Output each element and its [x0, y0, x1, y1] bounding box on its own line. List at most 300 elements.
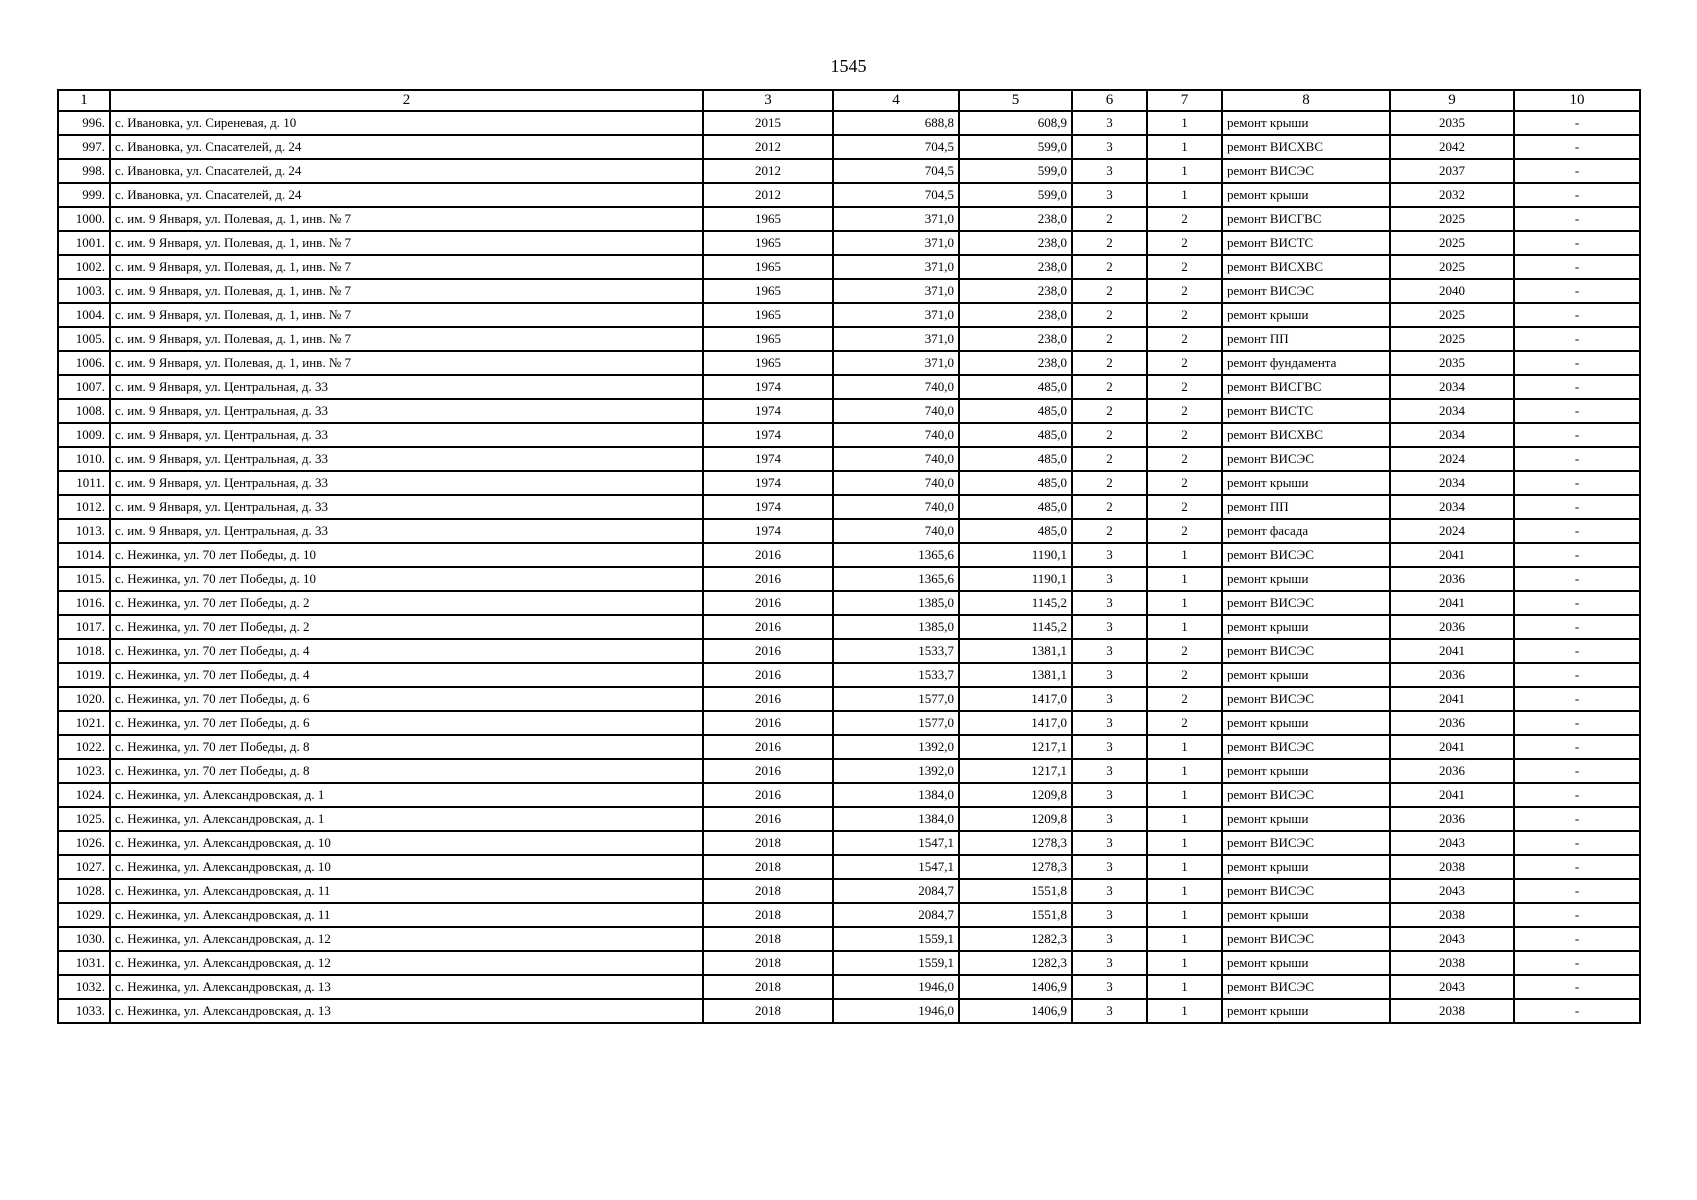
floors-cell: 3 [1072, 759, 1147, 783]
floors-cell: 2 [1072, 519, 1147, 543]
year-cell: 2016 [703, 615, 833, 639]
work-type-cell: ремонт крыши [1222, 663, 1390, 687]
row-number-cell: 1001. [58, 231, 110, 255]
row-number-cell: 1022. [58, 735, 110, 759]
address-cell: с. им. 9 Января, ул. Полевая, д. 1, инв. № 7 [110, 231, 703, 255]
table-row [58, 687, 1640, 711]
area-living-cell: 238,0 [959, 207, 1072, 231]
work-type-cell: ремонт крыши [1222, 807, 1390, 831]
note-cell: - [1514, 735, 1640, 759]
planned-year-cell: 2042 [1390, 135, 1514, 159]
work-type-cell: ремонт крыши [1222, 951, 1390, 975]
floors-cell: 3 [1072, 567, 1147, 591]
floors-cell: 3 [1072, 831, 1147, 855]
year-cell: 2018 [703, 831, 833, 855]
year-cell: 1965 [703, 327, 833, 351]
planned-year-cell: 2041 [1390, 639, 1514, 663]
year-cell: 2016 [703, 687, 833, 711]
planned-year-cell: 2025 [1390, 231, 1514, 255]
year-cell: 2016 [703, 807, 833, 831]
work-type-cell: ремонт ПП [1222, 327, 1390, 351]
table-row [58, 831, 1640, 855]
work-type-cell: ремонт крыши [1222, 111, 1390, 135]
year-cell: 2018 [703, 951, 833, 975]
table-row [58, 951, 1640, 975]
planned-year-cell: 2036 [1390, 663, 1514, 687]
floors-cell: 2 [1072, 255, 1147, 279]
address-cell: с. Нежинка, ул. Александровская, д. 13 [110, 975, 703, 999]
table-row [58, 423, 1640, 447]
planned-year-cell: 2034 [1390, 495, 1514, 519]
work-type-cell: ремонт ПП [1222, 495, 1390, 519]
entrances-cell: 2 [1147, 375, 1222, 399]
year-cell: 1974 [703, 495, 833, 519]
area-living-cell: 599,0 [959, 135, 1072, 159]
year-cell: 1974 [703, 399, 833, 423]
row-number-cell: 1017. [58, 615, 110, 639]
address-cell: с. Нежинка, ул. Александровская, д. 13 [110, 999, 703, 1023]
year-cell: 1974 [703, 423, 833, 447]
address-cell: с. им. 9 Января, ул. Центральная, д. 33 [110, 495, 703, 519]
note-cell: - [1514, 951, 1640, 975]
planned-year-cell: 2043 [1390, 879, 1514, 903]
year-cell: 2016 [703, 783, 833, 807]
floors-cell: 3 [1072, 903, 1147, 927]
floors-cell: 3 [1072, 879, 1147, 903]
year-cell: 2012 [703, 135, 833, 159]
row-number-cell: 1024. [58, 783, 110, 807]
row-number-cell: 1031. [58, 951, 110, 975]
area-living-cell: 485,0 [959, 447, 1072, 471]
row-number-cell: 1013. [58, 519, 110, 543]
header-cell: 10 [1514, 90, 1640, 111]
floors-cell: 3 [1072, 855, 1147, 879]
entrances-cell: 1 [1147, 759, 1222, 783]
entrances-cell: 2 [1147, 327, 1222, 351]
work-type-cell: ремонт ВИСЭС [1222, 591, 1390, 615]
planned-year-cell: 2038 [1390, 855, 1514, 879]
work-type-cell: ремонт крыши [1222, 759, 1390, 783]
planned-year-cell: 2040 [1390, 279, 1514, 303]
area-total-cell: 371,0 [833, 303, 959, 327]
work-type-cell: ремонт ВИСГВС [1222, 375, 1390, 399]
row-number-cell: 1030. [58, 927, 110, 951]
note-cell: - [1514, 279, 1640, 303]
header-row [58, 90, 1640, 111]
work-type-cell: ремонт ВИСЭС [1222, 975, 1390, 999]
planned-year-cell: 2041 [1390, 735, 1514, 759]
header-cell: 8 [1222, 90, 1390, 111]
header-cell: 2 [110, 90, 703, 111]
year-cell: 2016 [703, 759, 833, 783]
note-cell: - [1514, 999, 1640, 1023]
work-type-cell: ремонт крыши [1222, 855, 1390, 879]
row-number-cell: 1021. [58, 711, 110, 735]
row-number-cell: 997. [58, 135, 110, 159]
note-cell: - [1514, 447, 1640, 471]
table-row [58, 807, 1640, 831]
table-row [58, 519, 1640, 543]
address-cell: с. Нежинка, ул. Александровская, д. 12 [110, 927, 703, 951]
entrances-cell: 2 [1147, 519, 1222, 543]
area-living-cell: 238,0 [959, 231, 1072, 255]
area-living-cell: 1417,0 [959, 711, 1072, 735]
row-number-cell: 1010. [58, 447, 110, 471]
note-cell: - [1514, 543, 1640, 567]
planned-year-cell: 2038 [1390, 951, 1514, 975]
table-row [58, 735, 1640, 759]
area-total-cell: 1547,1 [833, 855, 959, 879]
row-number-cell: 1008. [58, 399, 110, 423]
address-cell: с. Нежинка, ул. 70 лет Победы, д. 8 [110, 735, 703, 759]
address-cell: с. Нежинка, ул. Александровская, д. 1 [110, 807, 703, 831]
area-total-cell: 1392,0 [833, 735, 959, 759]
planned-year-cell: 2038 [1390, 903, 1514, 927]
floors-cell: 3 [1072, 975, 1147, 999]
header-cell: 3 [703, 90, 833, 111]
entrances-cell: 2 [1147, 423, 1222, 447]
area-total-cell: 371,0 [833, 327, 959, 351]
address-cell: с. Нежинка, ул. Александровская, д. 12 [110, 951, 703, 975]
entrances-cell: 2 [1147, 255, 1222, 279]
table-row [58, 399, 1640, 423]
planned-year-cell: 2024 [1390, 447, 1514, 471]
entrances-cell: 1 [1147, 543, 1222, 567]
area-total-cell: 1533,7 [833, 639, 959, 663]
area-living-cell: 1551,8 [959, 879, 1072, 903]
area-living-cell: 238,0 [959, 303, 1072, 327]
note-cell: - [1514, 255, 1640, 279]
floors-cell: 3 [1072, 735, 1147, 759]
floors-cell: 2 [1072, 399, 1147, 423]
table-row [58, 711, 1640, 735]
row-number-cell: 1019. [58, 663, 110, 687]
address-cell: с. им. 9 Января, ул. Полевая, д. 1, инв. № 7 [110, 255, 703, 279]
table-row [58, 135, 1640, 159]
work-type-cell: ремонт ВИСТС [1222, 231, 1390, 255]
address-cell: с. им. 9 Января, ул. Полевая, д. 1, инв. № 7 [110, 207, 703, 231]
work-type-cell: ремонт крыши [1222, 303, 1390, 327]
row-number-cell: 1000. [58, 207, 110, 231]
note-cell: - [1514, 423, 1640, 447]
note-cell: - [1514, 759, 1640, 783]
floors-cell: 2 [1072, 495, 1147, 519]
work-type-cell: ремонт ВИСЭС [1222, 279, 1390, 303]
area-living-cell: 238,0 [959, 255, 1072, 279]
note-cell: - [1514, 639, 1640, 663]
entrances-cell: 2 [1147, 471, 1222, 495]
address-cell: с. Ивановка, ул. Спасателей, д. 24 [110, 135, 703, 159]
row-number-cell: 1016. [58, 591, 110, 615]
floors-cell: 2 [1072, 423, 1147, 447]
area-total-cell: 740,0 [833, 447, 959, 471]
floors-cell: 3 [1072, 951, 1147, 975]
planned-year-cell: 2034 [1390, 375, 1514, 399]
area-living-cell: 238,0 [959, 351, 1072, 375]
address-cell: с. Нежинка, ул. Александровская, д. 1 [110, 783, 703, 807]
address-cell: с. Нежинка, ул. 70 лет Победы, д. 6 [110, 687, 703, 711]
note-cell: - [1514, 183, 1640, 207]
table-row [58, 759, 1640, 783]
floors-cell: 2 [1072, 351, 1147, 375]
area-living-cell: 1190,1 [959, 567, 1072, 591]
area-living-cell: 238,0 [959, 279, 1072, 303]
entrances-cell: 1 [1147, 903, 1222, 927]
area-living-cell: 1282,3 [959, 927, 1072, 951]
floors-cell: 3 [1072, 663, 1147, 687]
floors-cell: 3 [1072, 591, 1147, 615]
table-row [58, 639, 1640, 663]
note-cell: - [1514, 783, 1640, 807]
area-total-cell: 1365,6 [833, 543, 959, 567]
note-cell: - [1514, 471, 1640, 495]
floors-cell: 2 [1072, 375, 1147, 399]
note-cell: - [1514, 687, 1640, 711]
area-total-cell: 371,0 [833, 231, 959, 255]
year-cell: 2018 [703, 999, 833, 1023]
area-living-cell: 1145,2 [959, 615, 1072, 639]
row-number-cell: 1028. [58, 879, 110, 903]
note-cell: - [1514, 831, 1640, 855]
entrances-cell: 2 [1147, 399, 1222, 423]
area-total-cell: 371,0 [833, 351, 959, 375]
note-cell: - [1514, 927, 1640, 951]
area-total-cell: 1385,0 [833, 591, 959, 615]
note-cell: - [1514, 111, 1640, 135]
address-cell: с. им. 9 Января, ул. Центральная, д. 33 [110, 471, 703, 495]
row-number-cell: 998. [58, 159, 110, 183]
area-living-cell: 1282,3 [959, 951, 1072, 975]
address-cell: с. Нежинка, ул. 70 лет Победы, д. 2 [110, 591, 703, 615]
work-type-cell: ремонт ВИСГВС [1222, 207, 1390, 231]
year-cell: 2016 [703, 639, 833, 663]
table-header [58, 90, 1640, 111]
table-row [58, 111, 1640, 135]
area-living-cell: 1406,9 [959, 975, 1072, 999]
entrances-cell: 2 [1147, 279, 1222, 303]
note-cell: - [1514, 495, 1640, 519]
entrances-cell: 2 [1147, 231, 1222, 255]
table-row [58, 591, 1640, 615]
note-cell: - [1514, 615, 1640, 639]
area-total-cell: 2084,7 [833, 879, 959, 903]
floors-cell: 2 [1072, 303, 1147, 327]
entrances-cell: 1 [1147, 135, 1222, 159]
floors-cell: 3 [1072, 615, 1147, 639]
planned-year-cell: 2025 [1390, 207, 1514, 231]
work-type-cell: ремонт фундамента [1222, 351, 1390, 375]
floors-cell: 2 [1072, 231, 1147, 255]
area-total-cell: 1365,6 [833, 567, 959, 591]
area-total-cell: 740,0 [833, 471, 959, 495]
year-cell: 2016 [703, 567, 833, 591]
planned-year-cell: 2041 [1390, 783, 1514, 807]
planned-year-cell: 2036 [1390, 711, 1514, 735]
entrances-cell: 2 [1147, 687, 1222, 711]
work-type-cell: ремонт крыши [1222, 903, 1390, 927]
work-type-cell: ремонт ВИСЭС [1222, 735, 1390, 759]
table-row [58, 327, 1640, 351]
address-cell: с. Нежинка, ул. Александровская, д. 10 [110, 855, 703, 879]
area-total-cell: 1533,7 [833, 663, 959, 687]
area-total-cell: 371,0 [833, 255, 959, 279]
planned-year-cell: 2037 [1390, 159, 1514, 183]
year-cell: 2016 [703, 543, 833, 567]
table-row [58, 471, 1640, 495]
table-row [58, 783, 1640, 807]
planned-year-cell: 2036 [1390, 615, 1514, 639]
note-cell: - [1514, 711, 1640, 735]
note-cell: - [1514, 375, 1640, 399]
address-cell: с. Нежинка, ул. 70 лет Победы, д. 6 [110, 711, 703, 735]
address-cell: с. им. 9 Января, ул. Полевая, д. 1, инв. № 7 [110, 327, 703, 351]
address-cell: с. им. 9 Января, ул. Полевая, д. 1, инв. № 7 [110, 303, 703, 327]
work-type-cell: ремонт ВИСЭС [1222, 783, 1390, 807]
entrances-cell: 1 [1147, 927, 1222, 951]
area-total-cell: 1946,0 [833, 999, 959, 1023]
area-living-cell: 485,0 [959, 423, 1072, 447]
table-row [58, 447, 1640, 471]
address-cell: с. Ивановка, ул. Спасателей, д. 24 [110, 183, 703, 207]
address-cell: с. им. 9 Января, ул. Центральная, д. 33 [110, 375, 703, 399]
year-cell: 2016 [703, 735, 833, 759]
floors-cell: 3 [1072, 927, 1147, 951]
planned-year-cell: 2041 [1390, 591, 1514, 615]
address-cell: с. Нежинка, ул. 70 лет Победы, д. 2 [110, 615, 703, 639]
entrances-cell: 2 [1147, 639, 1222, 663]
year-cell: 2018 [703, 855, 833, 879]
area-total-cell: 1577,0 [833, 711, 959, 735]
row-number-cell: 1018. [58, 639, 110, 663]
row-number-cell: 1006. [58, 351, 110, 375]
note-cell: - [1514, 903, 1640, 927]
planned-year-cell: 2034 [1390, 423, 1514, 447]
area-living-cell: 1278,3 [959, 831, 1072, 855]
floors-cell: 2 [1072, 327, 1147, 351]
work-type-cell: ремонт крыши [1222, 471, 1390, 495]
address-cell: с. Нежинка, ул. 70 лет Победы, д. 4 [110, 639, 703, 663]
planned-year-cell: 2041 [1390, 687, 1514, 711]
area-total-cell: 1559,1 [833, 951, 959, 975]
note-cell: - [1514, 567, 1640, 591]
row-number-cell: 1007. [58, 375, 110, 399]
row-number-cell: 1004. [58, 303, 110, 327]
floors-cell: 3 [1072, 183, 1147, 207]
table-row [58, 255, 1640, 279]
area-total-cell: 704,5 [833, 159, 959, 183]
planned-year-cell: 2036 [1390, 567, 1514, 591]
work-type-cell: ремонт ВИСЭС [1222, 927, 1390, 951]
table-row [58, 159, 1640, 183]
planned-year-cell: 2035 [1390, 111, 1514, 135]
table-row [58, 207, 1640, 231]
table-row [58, 543, 1640, 567]
entrances-cell: 1 [1147, 567, 1222, 591]
floors-cell: 3 [1072, 543, 1147, 567]
planned-year-cell: 2043 [1390, 975, 1514, 999]
floors-cell: 3 [1072, 687, 1147, 711]
year-cell: 2018 [703, 927, 833, 951]
header-cell: 9 [1390, 90, 1514, 111]
address-cell: с. им. 9 Января, ул. Центральная, д. 33 [110, 519, 703, 543]
planned-year-cell: 2041 [1390, 543, 1514, 567]
year-cell: 2012 [703, 159, 833, 183]
entrances-cell: 1 [1147, 111, 1222, 135]
work-type-cell: ремонт крыши [1222, 711, 1390, 735]
address-cell: с. Нежинка, ул. 70 лет Победы, д. 4 [110, 663, 703, 687]
area-living-cell: 1145,2 [959, 591, 1072, 615]
table-row [58, 975, 1640, 999]
table-row [58, 183, 1640, 207]
entrances-cell: 1 [1147, 783, 1222, 807]
floors-cell: 3 [1072, 783, 1147, 807]
address-cell: с. им. 9 Января, ул. Полевая, д. 1, инв. № 7 [110, 351, 703, 375]
table-row [58, 663, 1640, 687]
note-cell: - [1514, 231, 1640, 255]
area-living-cell: 599,0 [959, 183, 1072, 207]
row-number-cell: 1026. [58, 831, 110, 855]
row-number-cell: 1012. [58, 495, 110, 519]
area-total-cell: 1385,0 [833, 615, 959, 639]
row-number-cell: 1027. [58, 855, 110, 879]
area-living-cell: 1406,9 [959, 999, 1072, 1023]
area-living-cell: 485,0 [959, 495, 1072, 519]
area-living-cell: 1278,3 [959, 855, 1072, 879]
header-cell: 4 [833, 90, 959, 111]
year-cell: 1974 [703, 519, 833, 543]
work-type-cell: ремонт ВИСТС [1222, 399, 1390, 423]
floors-cell: 3 [1072, 111, 1147, 135]
year-cell: 2016 [703, 663, 833, 687]
work-type-cell: ремонт ВИСХВС [1222, 423, 1390, 447]
work-type-cell: ремонт ВИСЭС [1222, 639, 1390, 663]
floors-cell: 2 [1072, 207, 1147, 231]
header-cell: 5 [959, 90, 1072, 111]
entrances-cell: 1 [1147, 591, 1222, 615]
work-type-cell: ремонт ВИСЭС [1222, 687, 1390, 711]
entrances-cell: 1 [1147, 951, 1222, 975]
floors-cell: 3 [1072, 135, 1147, 159]
entrances-cell: 1 [1147, 855, 1222, 879]
area-total-cell: 1392,0 [833, 759, 959, 783]
area-total-cell: 2084,7 [833, 903, 959, 927]
planned-year-cell: 2036 [1390, 759, 1514, 783]
planned-year-cell: 2025 [1390, 327, 1514, 351]
table-row [58, 495, 1640, 519]
area-living-cell: 1381,1 [959, 663, 1072, 687]
row-number-cell: 1009. [58, 423, 110, 447]
work-type-cell: ремонт ВИСЭС [1222, 543, 1390, 567]
entrances-cell: 1 [1147, 975, 1222, 999]
area-total-cell: 1559,1 [833, 927, 959, 951]
area-living-cell: 485,0 [959, 375, 1072, 399]
row-number-cell: 1033. [58, 999, 110, 1023]
year-cell: 2018 [703, 975, 833, 999]
planned-year-cell: 2035 [1390, 351, 1514, 375]
area-living-cell: 1209,8 [959, 807, 1072, 831]
entrances-cell: 1 [1147, 999, 1222, 1023]
entrances-cell: 2 [1147, 663, 1222, 687]
work-type-cell: ремонт фасада [1222, 519, 1390, 543]
address-cell: с. Нежинка, ул. 70 лет Победы, д. 10 [110, 567, 703, 591]
row-number-cell: 1005. [58, 327, 110, 351]
table-row [58, 303, 1640, 327]
note-cell: - [1514, 975, 1640, 999]
table-row [58, 615, 1640, 639]
row-number-cell: 1002. [58, 255, 110, 279]
entrances-cell: 1 [1147, 807, 1222, 831]
note-cell: - [1514, 351, 1640, 375]
